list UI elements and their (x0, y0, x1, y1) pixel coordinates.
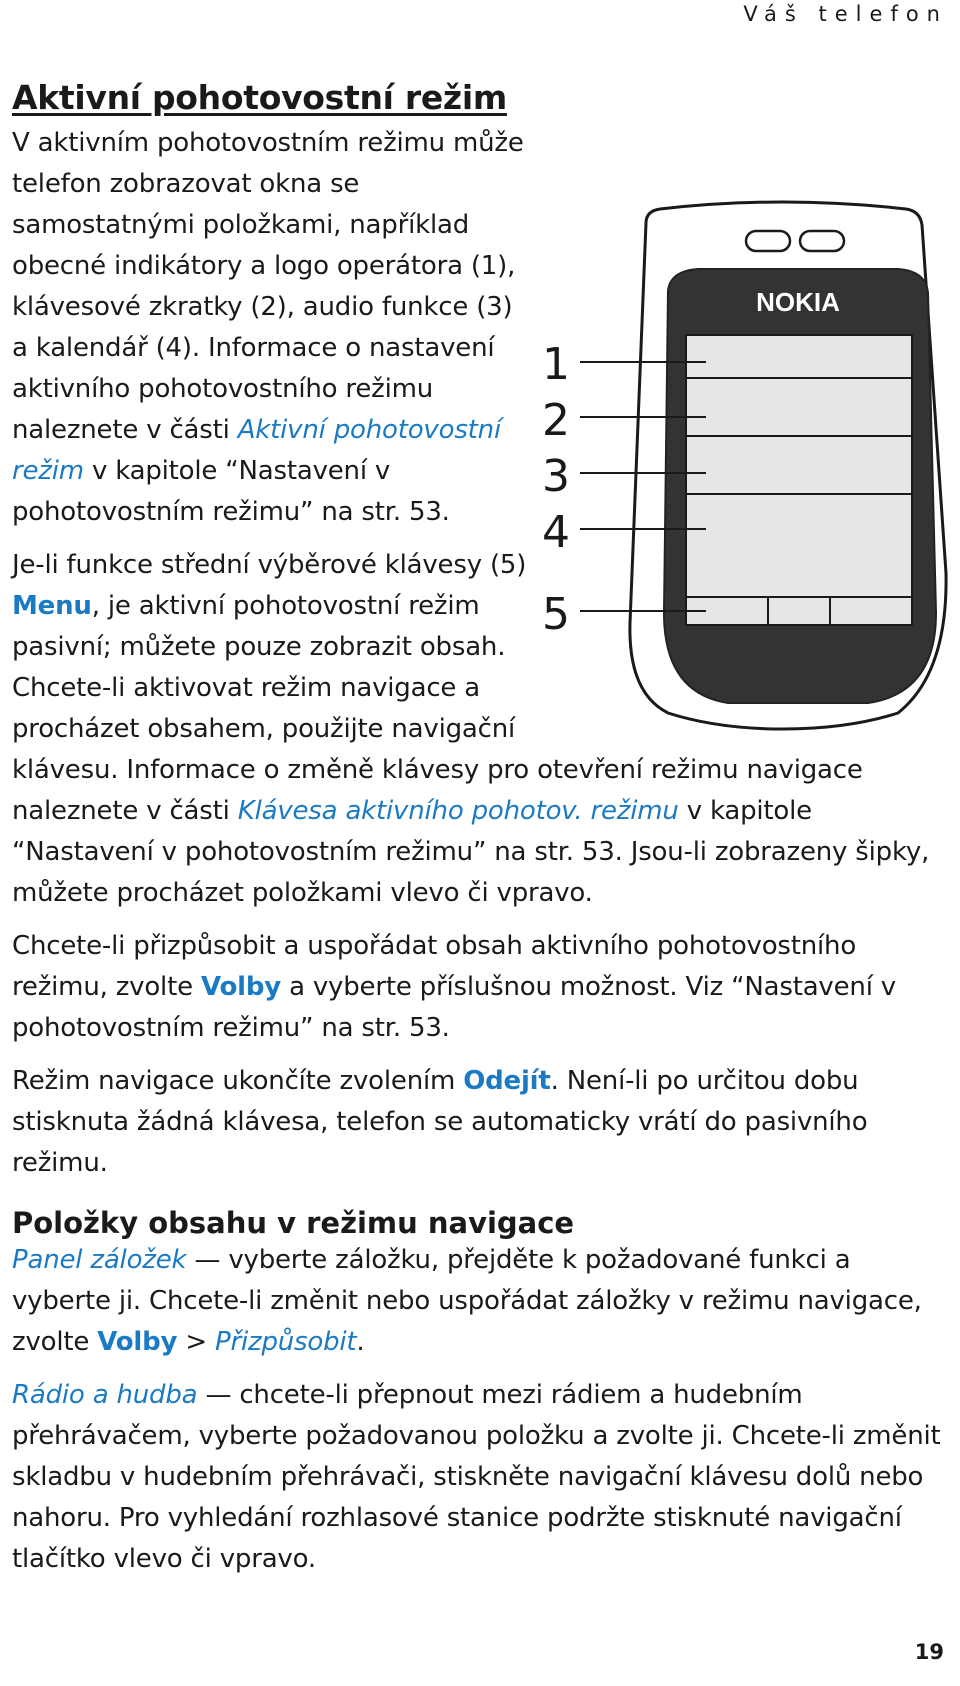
paragraph-navigation: Je-li funkce střední výběrové klávesy (5) Menu, je aktivní pohotovostní režim pasivní; můžete pouze zobrazit obsah. Chcete-li aktivovat režim navigace a procházet obsahem, použijte navigační klávesu. Informace o změně klávesy pro otevření režimu navigace naleznete v části Klávesa aktivního pohotov. režimu v kapitole “Nastavení v pohotovostním režimu” na str. 53. Jsou-li zobrazeny šipky, můžete procházet položkami vlevo či vpravo. (12, 550, 930, 908)
paragraph-exit: Režim navigace ukončíte zvolením Odejít. Není-li po určitou dobu stisknuta žádná klávesa, telefon se automaticky vrátí do pasivního režimu. (12, 1066, 868, 1178)
key-exit: Odejít (463, 1066, 551, 1096)
paragraph-intro: V aktivním pohotovostním režimu může telefon zobrazovat okna se samostatnými položkami, například obecné indikátory a logo operátora (1), klávesové zkratky (2), audio funkce (3) a kalendář (4). Informace o nastavení aktivního pohotovostního režimu naleznete v části Aktivní pohotovostní režim v kapitole “Nastavení v pohotovostním režimu” na str. 53. (12, 128, 524, 527)
earpiece-left (746, 231, 790, 251)
section-title: Aktivní pohotovostní režim (12, 78, 507, 117)
phone-illustration (538, 193, 954, 733)
brand-logo: NOKIA (756, 287, 840, 317)
page-body (12, 78, 942, 1580)
callout-5: 5 (542, 589, 570, 640)
key-options-2: Volby (97, 1327, 178, 1357)
link-customize[interactable]: Přizpůsobit (215, 1327, 357, 1357)
link-active-standby[interactable]: Aktivní pohotovostní režim (12, 415, 501, 486)
subsection-title: Položky obsahu v režimu navigace (12, 1206, 575, 1240)
earpiece-right (800, 231, 844, 251)
link-bookmark-bar[interactable]: Panel záložek (12, 1245, 187, 1275)
paragraph-bookmarks: Panel záložek — vyberte záložku, přejděte k požadované funkci a vyberte ji. Chcete-li změnit nebo uspořádat záložky v režimu navigace, zvolte Volby > Přizpůsobit. (12, 1245, 922, 1357)
paragraph-radio-music: Rádio a hudba — chcete-li přepnout mezi rádiem a hudebním přehrávačem, vyberte požadovanou položku a zvolte ji. Chcete-li změnit skladbu v hudebním přehrávači, stiskněte navigační klávesu dolů nebo nahoru. Pro vyhledání rozhlasové stanice podržte stisknuté navigační tlačítko vlevo či vpravo. (12, 1380, 941, 1574)
key-menu: Menu (12, 591, 92, 621)
page-number: 19 (914, 1640, 944, 1664)
paragraph-customize: Chcete-li přizpůsobit a uspořádat obsah aktivního pohotovostního režimu, zvolte Volby a vyberte příslušnou možnost. Viz “Nastavení v pohotovostním režimu” na str. 53. (12, 931, 896, 1043)
callout-1: 1 (542, 339, 570, 390)
callout-3: 3 (542, 451, 570, 502)
link-active-standby-key[interactable]: Klávesa aktivního pohotov. režimu (237, 796, 679, 826)
link-radio-music[interactable]: Rádio a hudba (12, 1380, 198, 1410)
running-header: Váš telefon (743, 2, 948, 26)
key-options: Volby (200, 972, 281, 1002)
callout-2: 2 (542, 395, 570, 446)
callout-4: 4 (542, 507, 570, 558)
